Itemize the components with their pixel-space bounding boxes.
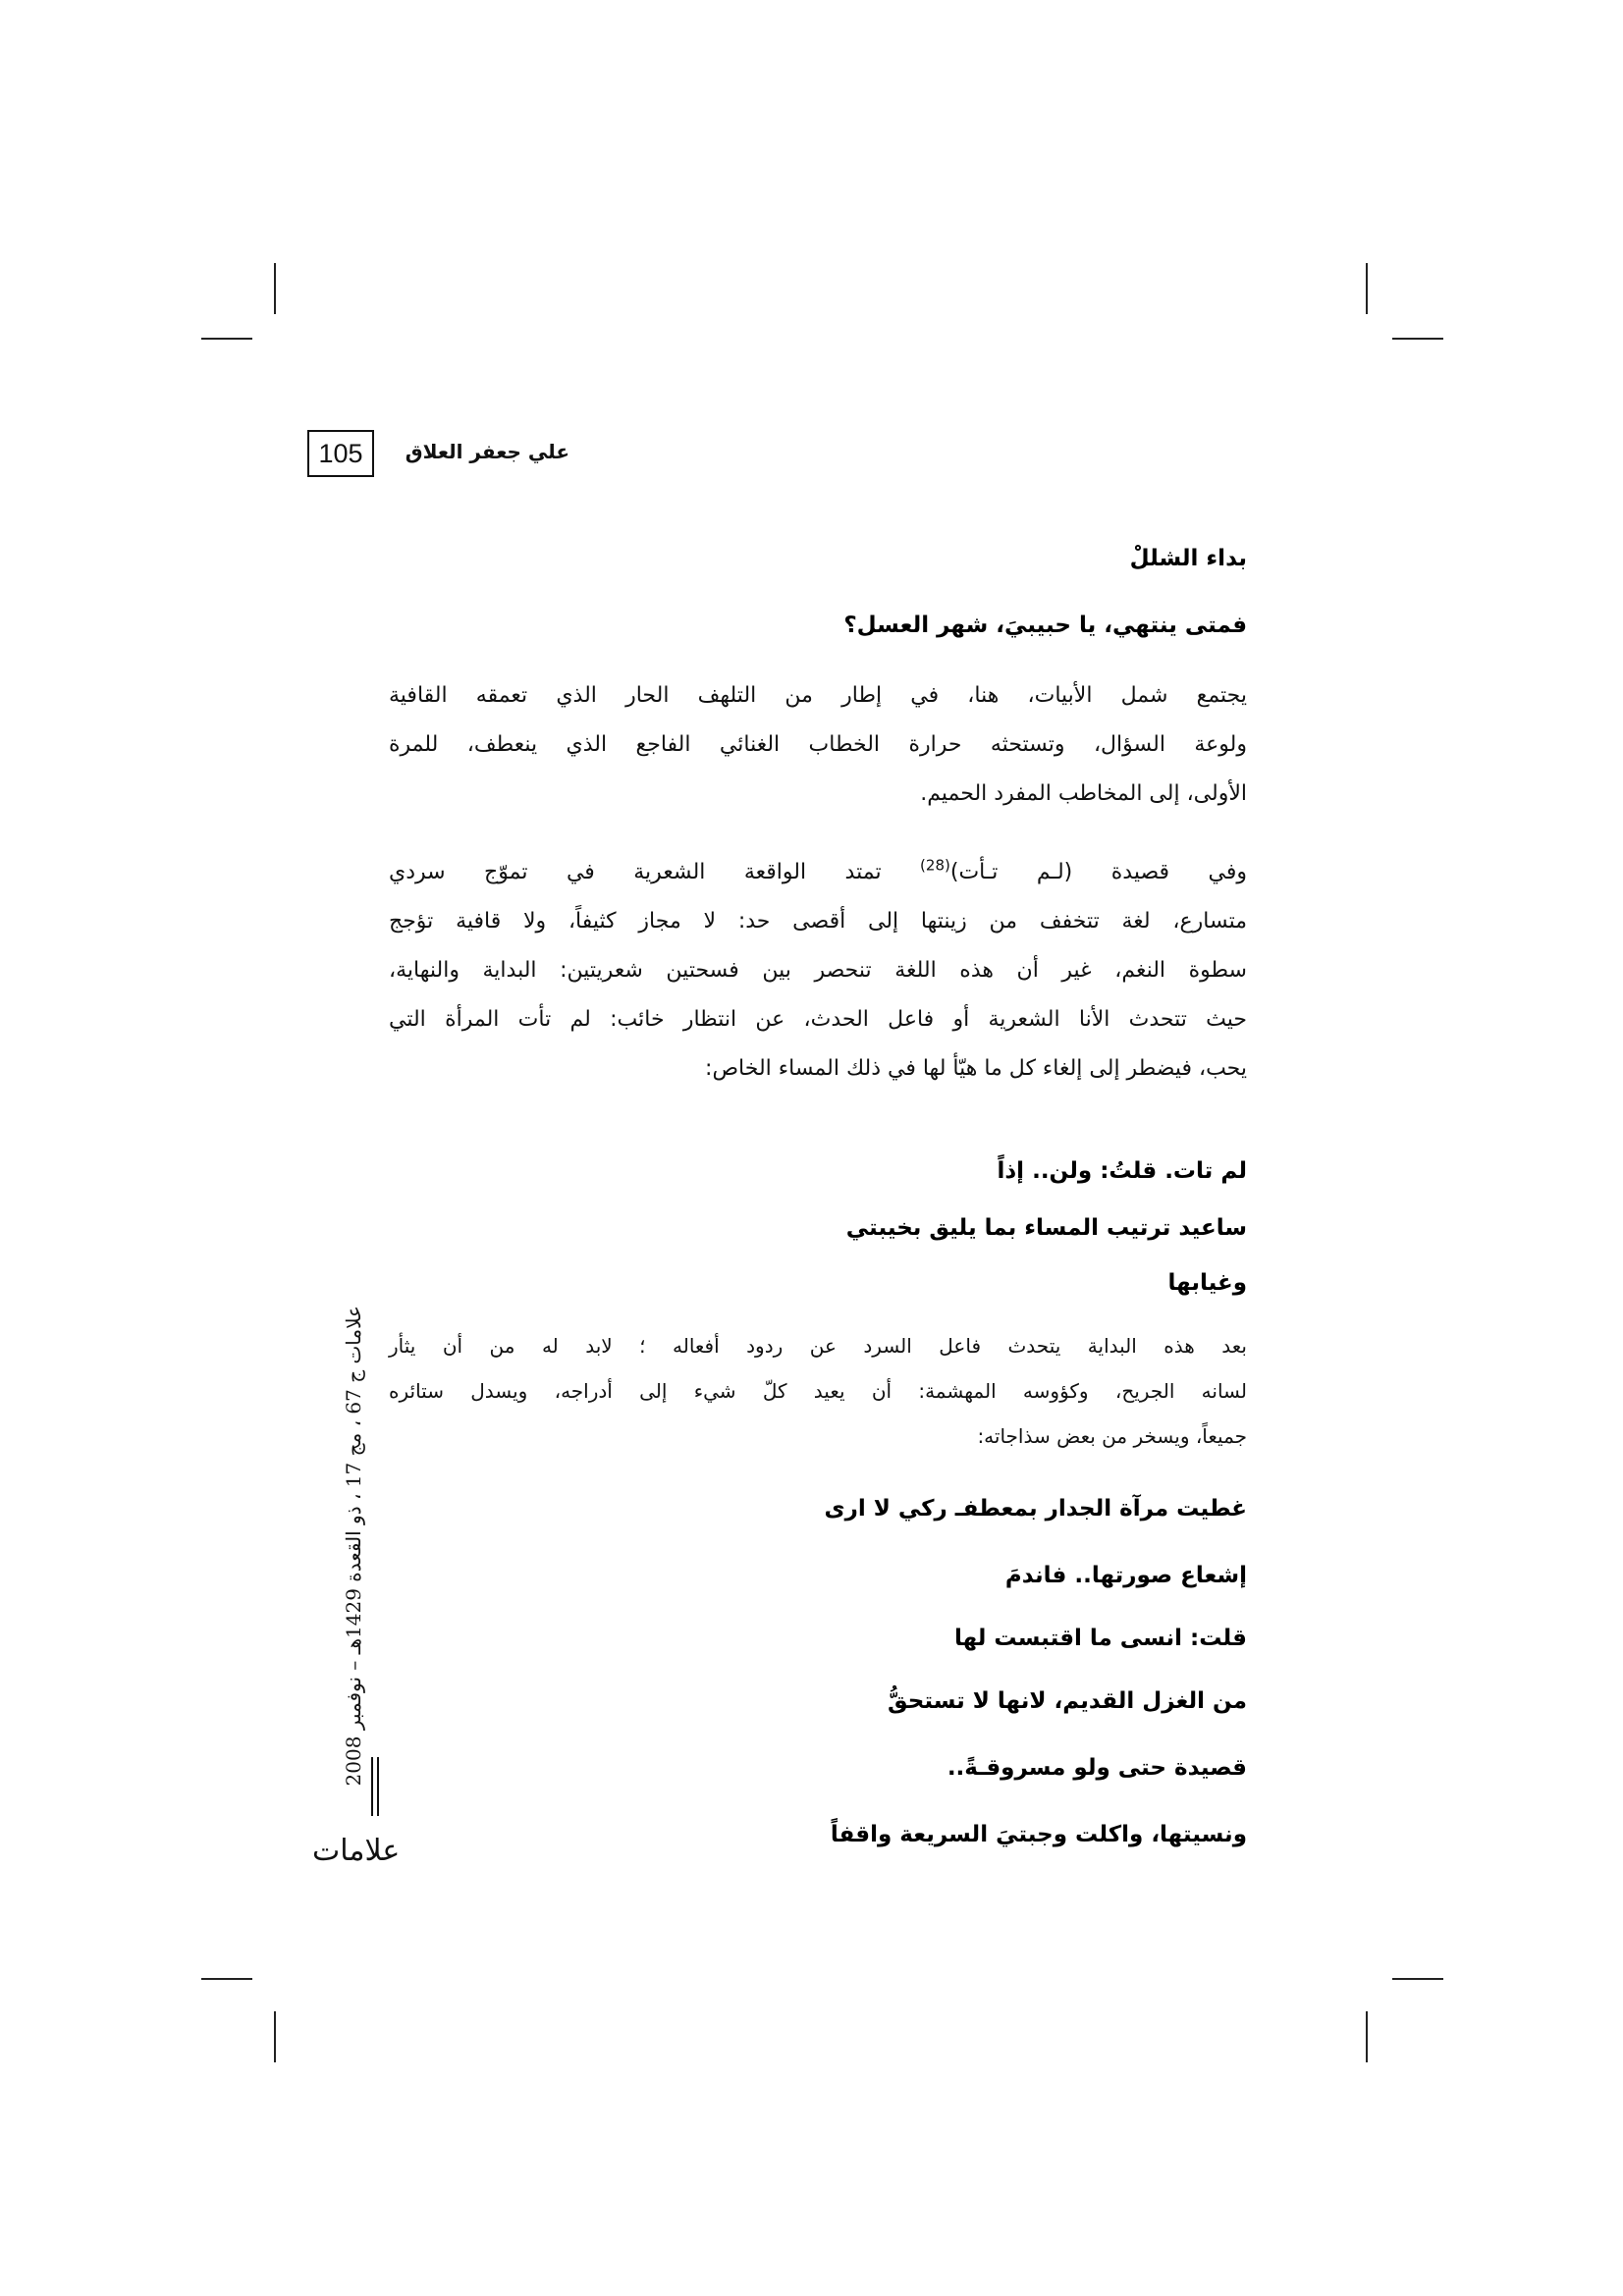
crop-mark-bottom-right-vertical: [1366, 2011, 1368, 2062]
poem-line: ونسيتها، واكلت وجبتيَ السريعة واقفاً: [830, 1822, 1247, 1847]
journal-logo: علامات: [312, 1834, 401, 1868]
crop-mark-bottom-right-horizontal: [1392, 1978, 1443, 1980]
side-rule: [377, 1757, 379, 1816]
paragraph-line: [389, 848, 1247, 897]
paragraph-line: سطوة النغم، غير أن هذه اللغة تنحصر بين فسحتين شعريتين: البداية والنهاية،: [389, 958, 1247, 983]
paragraph-line: يجتمع شمل الأبيات، هنا، في إطار من التلهف الحار الذي تعمقه القافية: [389, 683, 1247, 708]
paragraph-line: حيث تتحدث الأنا الشعرية أو فاعل الحدث، عن انتظار خائب: لم تأت المرأة التي: [389, 1007, 1247, 1032]
paragraph-1: [389, 671, 1247, 819]
paragraph-2: [389, 848, 1247, 1094]
paragraph-line: لسانه الجريح، وكؤوسه المهشمة: أن يعيد كلّ شيء إلى أدراجه، ويسدل ستائره: [389, 1379, 1247, 1403]
page-number-text: 105: [318, 438, 363, 468]
poem-line: قصيدة حتى ولو مسروقـةً..: [947, 1755, 1247, 1781]
page-number: [307, 430, 374, 477]
side-rule: [371, 1757, 373, 1816]
paragraph-3: [389, 1323, 1247, 1459]
crop-mark-bottom-left-horizontal: [201, 1978, 252, 1980]
paragraph-text: وفي قصيدة (لـم تـأت): [949, 860, 1247, 884]
crop-mark-top-right-horizontal: [1392, 338, 1443, 340]
journal-running-title-text: علامات ج 67 ، مج 17 ، ذو القعدة 1429هـ – نوفمبر 2008: [342, 1306, 365, 1787]
paragraph-line: متسارع، لغة تتخفف من زينتها إلى أقصى حد: لا مجاز كثيفاً، ولا قافية تؤجج: [389, 909, 1247, 934]
running-author: علي جعفر العلاق: [405, 440, 569, 463]
paragraph-line: الأولى، إلى المخاطب المفرد الحميم.: [920, 781, 1247, 806]
footnote-reference: (28): [920, 856, 950, 875]
crop-mark-top-left-vertical: [274, 263, 276, 314]
poem-line: إشعاع صورتها.. فاندمَ: [1004, 1563, 1247, 1588]
section-heading: بداء الشللْ: [1129, 546, 1247, 571]
poem-line: قلت: انسى ما اقتبست لها: [953, 1626, 1247, 1651]
paragraph-line: ولوعة السؤال، وتستحثه حرارة الخطاب الغنائي الفاجع الذي ينعطف، للمرة: [389, 732, 1247, 757]
quoted-verse: فمتى ينتهي، يا حبيبيَ، شهر العسل؟: [843, 613, 1247, 638]
poem-line: غطيت مرآة الجدار بمعطفـ ركي لا ارى: [824, 1496, 1247, 1522]
poem-line: وغيابها: [1167, 1270, 1247, 1296]
journal-running-title: [336, 1306, 371, 1796]
crop-mark-top-right-vertical: [1366, 263, 1368, 314]
poem-line: من الغزل القديم، لانها لا تستحقُّ: [888, 1688, 1247, 1714]
paragraph-line: بعد هذه البداية يتحدث فاعل السرد عن ردود أفعاله ؛ لابد له من أن يثأر: [389, 1334, 1247, 1358]
crop-mark-top-left-horizontal: [201, 338, 252, 340]
paragraph-text: تمتد الواقعة الشعرية في تموّج سردي: [389, 860, 921, 884]
poem-line: لم تات. قلتُ: ولن.. إذاً: [997, 1158, 1247, 1184]
paragraph-line: يحب، فيضطر إلى إلغاء كل ما هيّأ لها في ذلك المساء الخاص:: [705, 1056, 1247, 1081]
crop-mark-bottom-left-vertical: [274, 2011, 276, 2062]
poem-line: ساعيد ترتيب المساء بما يليق بخيبتي: [845, 1215, 1247, 1241]
paragraph-line: جميعاً، ويسخر من بعض سذاجاته:: [977, 1424, 1247, 1448]
